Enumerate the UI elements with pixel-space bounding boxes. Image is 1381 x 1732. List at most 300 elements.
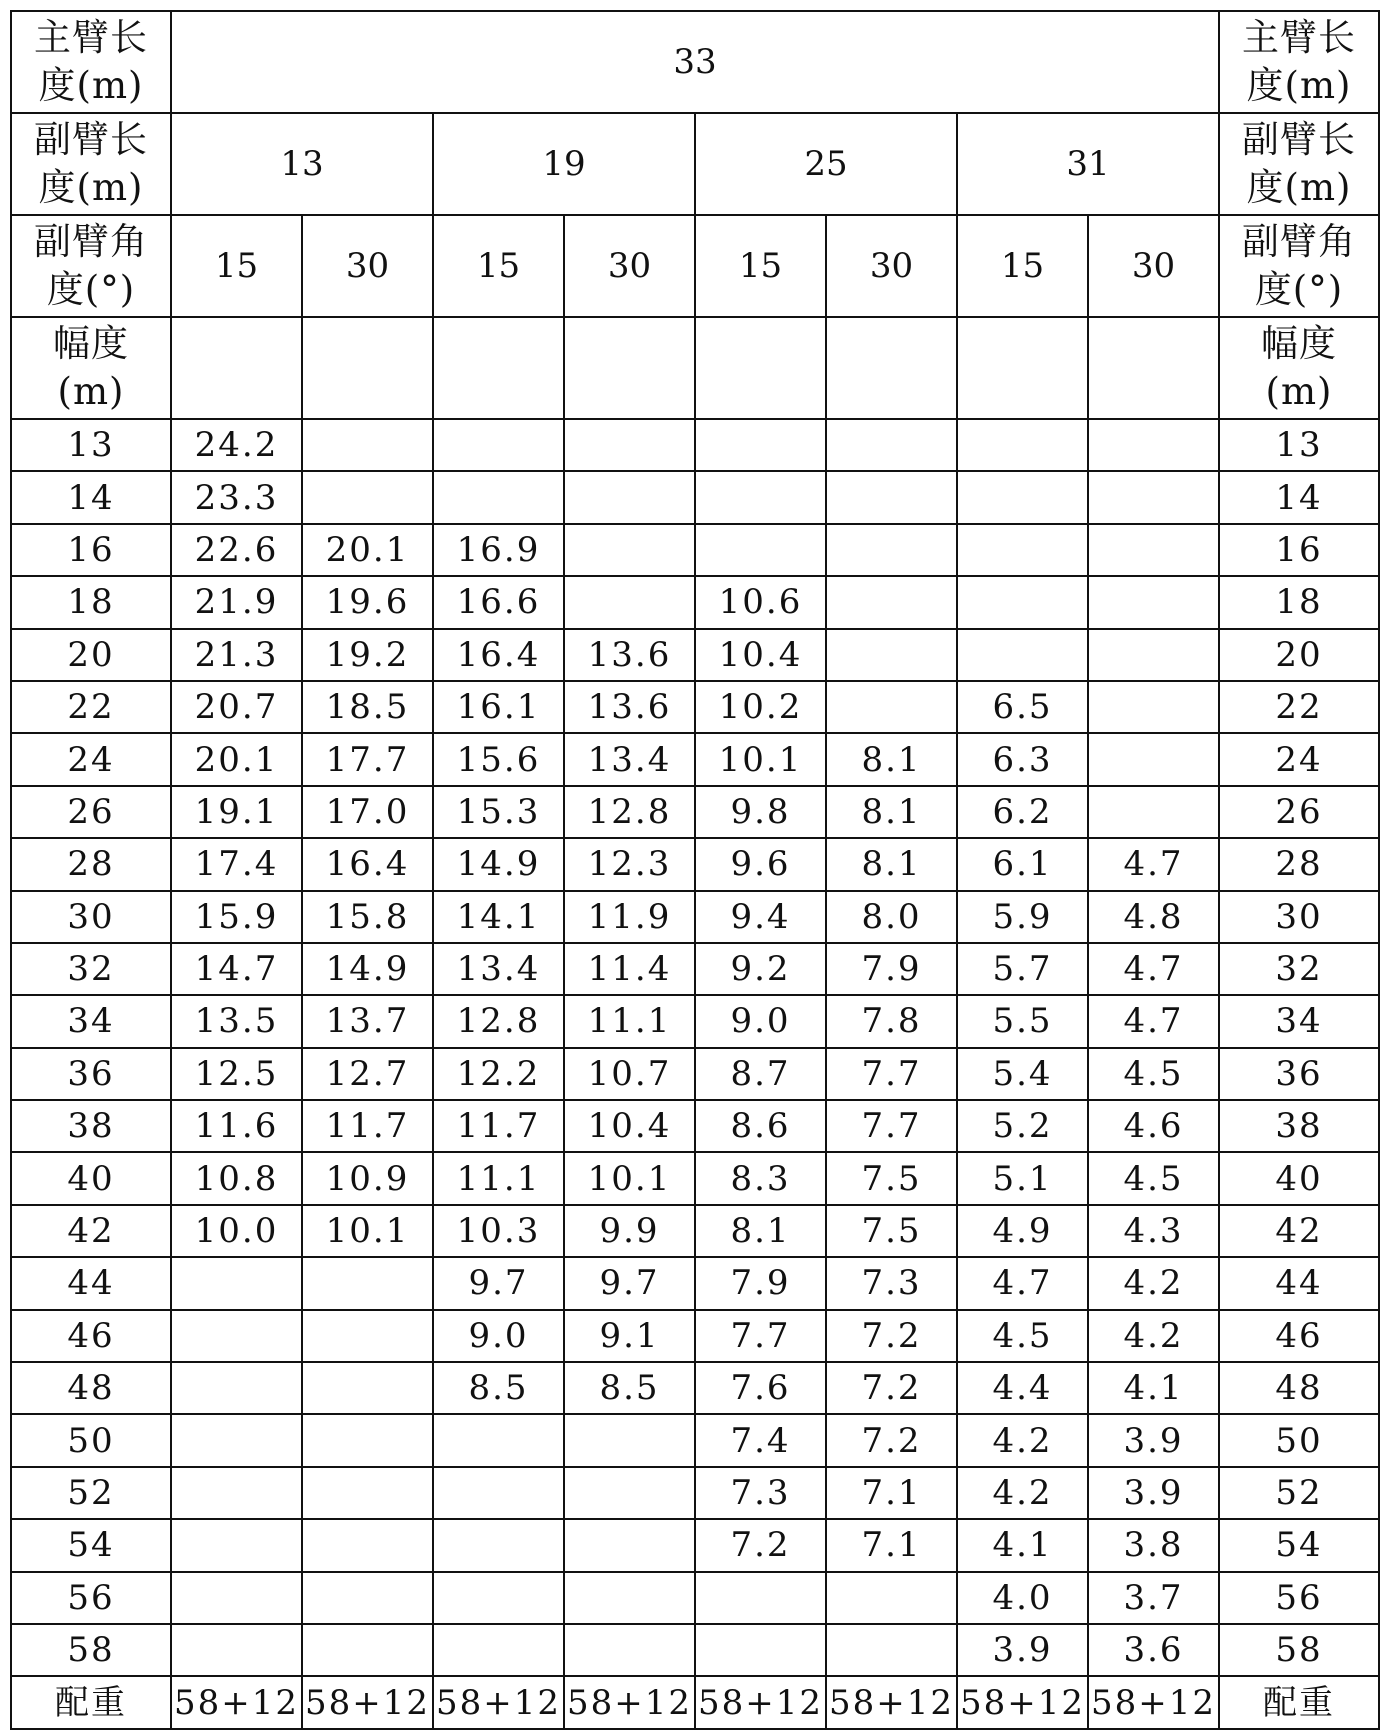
load-cell: 19.2 <box>302 629 433 681</box>
table-row <box>11 1572 1379 1624</box>
load-cell: 9.7 <box>433 1257 564 1309</box>
load-cell: 12.7 <box>302 1048 433 1100</box>
load-cell: 4.7 <box>1088 943 1219 995</box>
table-row <box>11 995 1379 1047</box>
load-cell: 11.1 <box>564 995 695 1047</box>
load-cell <box>564 419 695 471</box>
load-cell: 10.2 <box>695 681 826 733</box>
load-cell: 20.7 <box>171 681 302 733</box>
load-cell: 6.1 <box>957 838 1088 890</box>
load-cell: 3.6 <box>1088 1624 1219 1676</box>
load-cell: 4.8 <box>1088 891 1219 943</box>
load-cell: 10.4 <box>564 1100 695 1152</box>
load-cell: 7.7 <box>826 1048 957 1100</box>
load-cell <box>957 629 1088 681</box>
load-cell: 11.1 <box>433 1152 564 1204</box>
radius-cell: 28 <box>11 838 171 890</box>
radius-cell-right: 34 <box>1219 995 1379 1047</box>
jib-angle-label: 副臂角 度(°) <box>11 215 171 317</box>
radius-cell: 36 <box>11 1048 171 1100</box>
load-cell: 13.4 <box>433 943 564 995</box>
radius-cell: 22 <box>11 681 171 733</box>
load-cell <box>957 576 1088 628</box>
empty-cell <box>171 317 302 419</box>
load-cell <box>302 419 433 471</box>
load-cell: 13.6 <box>564 681 695 733</box>
load-cell: 5.4 <box>957 1048 1088 1100</box>
load-cell: 10.4 <box>695 629 826 681</box>
load-cell <box>826 576 957 628</box>
load-cell <box>826 471 957 523</box>
load-cell: 15.6 <box>433 733 564 785</box>
load-cell <box>564 1467 695 1519</box>
radius-cell: 58 <box>11 1624 171 1676</box>
load-cell: 13.7 <box>302 995 433 1047</box>
load-cell <box>957 524 1088 576</box>
load-cell <box>302 1362 433 1414</box>
load-cell: 11.7 <box>302 1100 433 1152</box>
radius-cell-right: 26 <box>1219 786 1379 838</box>
load-cell: 7.4 <box>695 1414 826 1466</box>
load-cell <box>695 524 826 576</box>
table-row <box>11 891 1379 943</box>
load-cell <box>826 524 957 576</box>
load-cell: 9.7 <box>564 1257 695 1309</box>
load-cell: 10.1 <box>302 1205 433 1257</box>
load-cell: 11.6 <box>171 1100 302 1152</box>
load-cell: 7.5 <box>826 1205 957 1257</box>
load-cell: 5.2 <box>957 1100 1088 1152</box>
load-cell: 4.1 <box>1088 1362 1219 1414</box>
radius-cell-right: 52 <box>1219 1467 1379 1519</box>
load-cell <box>826 629 957 681</box>
radius-cell: 38 <box>11 1100 171 1152</box>
table-row <box>11 1048 1379 1100</box>
load-cell: 7.2 <box>826 1414 957 1466</box>
table-row <box>11 1257 1379 1309</box>
load-cell: 8.0 <box>826 891 957 943</box>
load-cell <box>171 1362 302 1414</box>
counterweight-cell: 58+12 <box>957 1676 1088 1728</box>
load-cell: 10.7 <box>564 1048 695 1100</box>
load-cell: 14.7 <box>171 943 302 995</box>
counterweight-cell: 58+12 <box>433 1676 564 1728</box>
load-cell <box>826 681 957 733</box>
radius-cell: 34 <box>11 995 171 1047</box>
radius-cell-right: 54 <box>1219 1519 1379 1571</box>
radius-cell: 40 <box>11 1152 171 1204</box>
load-cell <box>1088 576 1219 628</box>
load-cell <box>302 1310 433 1362</box>
counterweight-cell: 58+12 <box>826 1676 957 1728</box>
load-cell: 4.0 <box>957 1572 1088 1624</box>
jib-angle-row <box>11 215 1379 317</box>
load-cell: 13.4 <box>564 733 695 785</box>
load-cell: 5.7 <box>957 943 1088 995</box>
load-cell: 15.9 <box>171 891 302 943</box>
load-cell: 10.6 <box>695 576 826 628</box>
load-cell: 16.9 <box>433 524 564 576</box>
jib-angle-label-right: 副臂角 度(°) <box>1219 215 1379 317</box>
load-cell: 6.5 <box>957 681 1088 733</box>
empty-cell <box>695 317 826 419</box>
load-cell <box>433 471 564 523</box>
load-cell: 3.9 <box>1088 1414 1219 1466</box>
table-row <box>11 1624 1379 1676</box>
table-row <box>11 681 1379 733</box>
load-cell: 4.5 <box>957 1310 1088 1362</box>
load-cell: 8.5 <box>433 1362 564 1414</box>
radius-label: 幅度 (m) <box>11 317 171 419</box>
load-cell: 4.5 <box>1088 1152 1219 1204</box>
load-cell <box>1088 419 1219 471</box>
load-cell <box>1088 629 1219 681</box>
jib-length-label-right: 副臂长 度(m) <box>1219 113 1379 215</box>
load-cell: 12.8 <box>564 786 695 838</box>
load-cell: 3.8 <box>1088 1519 1219 1571</box>
load-cell: 4.4 <box>957 1362 1088 1414</box>
load-cell <box>695 1624 826 1676</box>
load-cell <box>564 524 695 576</box>
table-row <box>11 786 1379 838</box>
load-cell: 7.3 <box>695 1467 826 1519</box>
empty-cell <box>302 317 433 419</box>
load-cell <box>171 1624 302 1676</box>
main-boom-value: 33 <box>171 11 1219 113</box>
radius-cell: 46 <box>11 1310 171 1362</box>
empty-cell <box>957 317 1088 419</box>
load-cell <box>564 1624 695 1676</box>
load-cell: 10.1 <box>695 733 826 785</box>
main-boom-row <box>11 11 1379 113</box>
load-cell: 4.2 <box>957 1414 1088 1466</box>
jib-length-13: 13 <box>171 113 433 215</box>
load-cell: 8.5 <box>564 1362 695 1414</box>
load-cell: 4.7 <box>1088 838 1219 890</box>
load-cell <box>433 419 564 471</box>
counterweight-cell: 58+12 <box>171 1676 302 1728</box>
load-cell <box>564 1414 695 1466</box>
load-cell: 17.4 <box>171 838 302 890</box>
load-cell: 22.6 <box>171 524 302 576</box>
counterweight-cell: 58+12 <box>1088 1676 1219 1728</box>
radius-cell-right: 50 <box>1219 1414 1379 1466</box>
load-cell: 14.9 <box>302 943 433 995</box>
radius-cell-right: 30 <box>1219 891 1379 943</box>
radius-cell: 26 <box>11 786 171 838</box>
load-cell: 24.2 <box>171 419 302 471</box>
load-cell: 13.5 <box>171 995 302 1047</box>
load-cell: 13.6 <box>564 629 695 681</box>
radius-cell: 16 <box>11 524 171 576</box>
jib-angle-cell: 15 <box>171 215 302 317</box>
load-cell <box>564 576 695 628</box>
radius-cell-right: 38 <box>1219 1100 1379 1152</box>
load-cell: 10.0 <box>171 1205 302 1257</box>
load-cell: 7.7 <box>695 1310 826 1362</box>
load-cell: 8.6 <box>695 1100 826 1152</box>
load-cell <box>171 1257 302 1309</box>
main-boom-label-right: 主臂长 度(m) <box>1219 11 1379 113</box>
load-cell <box>433 1467 564 1519</box>
main-boom-label: 主臂长 度(m) <box>11 11 171 113</box>
load-cell <box>1088 681 1219 733</box>
table-row <box>11 629 1379 681</box>
load-cell: 7.2 <box>695 1519 826 1571</box>
radius-cell-right: 18 <box>1219 576 1379 628</box>
load-cell: 11.7 <box>433 1100 564 1152</box>
load-cell: 8.1 <box>826 838 957 890</box>
load-cell: 8.7 <box>695 1048 826 1100</box>
radius-cell: 24 <box>11 733 171 785</box>
jib-angle-cell: 15 <box>433 215 564 317</box>
load-cell <box>564 1519 695 1571</box>
load-cell <box>171 1467 302 1519</box>
counterweight-row <box>11 1676 1379 1728</box>
load-cell: 12.8 <box>433 995 564 1047</box>
jib-length-row <box>11 113 1379 215</box>
load-cell: 12.5 <box>171 1048 302 1100</box>
load-cell: 4.9 <box>957 1205 1088 1257</box>
load-cell: 21.3 <box>171 629 302 681</box>
table-row <box>11 943 1379 995</box>
load-cell: 19.1 <box>171 786 302 838</box>
load-cell <box>171 1310 302 1362</box>
load-cell: 4.2 <box>957 1467 1088 1519</box>
load-cell: 8.1 <box>826 733 957 785</box>
load-cell: 9.8 <box>695 786 826 838</box>
load-cell: 15.8 <box>302 891 433 943</box>
load-cell: 4.6 <box>1088 1100 1219 1152</box>
radius-cell: 48 <box>11 1362 171 1414</box>
radius-cell-right: 56 <box>1219 1572 1379 1624</box>
jib-angle-cell: 30 <box>302 215 433 317</box>
load-cell: 10.1 <box>564 1152 695 1204</box>
load-cell: 20.1 <box>302 524 433 576</box>
radius-cell-right: 16 <box>1219 524 1379 576</box>
load-cell: 9.9 <box>564 1205 695 1257</box>
radius-cell-right: 22 <box>1219 681 1379 733</box>
load-cell: 12.2 <box>433 1048 564 1100</box>
counterweight-label-right: 配重 <box>1219 1676 1379 1728</box>
load-cell <box>433 1572 564 1624</box>
load-cell: 5.1 <box>957 1152 1088 1204</box>
radius-cell-right: 40 <box>1219 1152 1379 1204</box>
empty-cell <box>826 317 957 419</box>
load-cell: 8.3 <box>695 1152 826 1204</box>
load-cell: 7.9 <box>826 943 957 995</box>
radius-cell-right: 24 <box>1219 733 1379 785</box>
radius-cell: 32 <box>11 943 171 995</box>
table-row <box>11 1310 1379 1362</box>
load-cell: 14.1 <box>433 891 564 943</box>
radius-cell: 20 <box>11 629 171 681</box>
load-cell: 7.5 <box>826 1152 957 1204</box>
load-cell: 9.0 <box>695 995 826 1047</box>
load-cell: 3.7 <box>1088 1572 1219 1624</box>
load-cell: 14.9 <box>433 838 564 890</box>
load-cell <box>957 419 1088 471</box>
table-row <box>11 576 1379 628</box>
radius-cell: 56 <box>11 1572 171 1624</box>
radius-cell-right: 32 <box>1219 943 1379 995</box>
load-cell: 5.9 <box>957 891 1088 943</box>
load-cell: 10.3 <box>433 1205 564 1257</box>
load-cell: 9.2 <box>695 943 826 995</box>
load-cell <box>826 1572 957 1624</box>
load-cell <box>302 471 433 523</box>
jib-angle-cell: 30 <box>826 215 957 317</box>
load-cell: 4.2 <box>1088 1310 1219 1362</box>
load-cell <box>302 1467 433 1519</box>
radius-cell: 42 <box>11 1205 171 1257</box>
load-cell: 7.2 <box>826 1362 957 1414</box>
jib-length-label: 副臂长 度(m) <box>11 113 171 215</box>
load-cell: 6.2 <box>957 786 1088 838</box>
load-cell: 7.6 <box>695 1362 826 1414</box>
jib-length-25: 25 <box>695 113 957 215</box>
radius-cell-right: 58 <box>1219 1624 1379 1676</box>
radius-cell: 52 <box>11 1467 171 1519</box>
table-row <box>11 733 1379 785</box>
load-cell <box>826 419 957 471</box>
load-cell <box>1088 733 1219 785</box>
table-row <box>11 838 1379 890</box>
load-cell: 4.7 <box>1088 995 1219 1047</box>
radius-cell-right: 44 <box>1219 1257 1379 1309</box>
load-cell <box>1088 524 1219 576</box>
load-cell <box>433 1519 564 1571</box>
load-cell <box>695 1572 826 1624</box>
empty-cell <box>433 317 564 419</box>
load-cell: 12.3 <box>564 838 695 890</box>
load-cell <box>302 1257 433 1309</box>
load-cell: 4.3 <box>1088 1205 1219 1257</box>
table-row <box>11 1152 1379 1204</box>
load-cell <box>695 419 826 471</box>
load-cell: 4.2 <box>1088 1257 1219 1309</box>
load-cell <box>302 1519 433 1571</box>
load-cell: 5.5 <box>957 995 1088 1047</box>
table-row <box>11 1205 1379 1257</box>
load-cell: 10.9 <box>302 1152 433 1204</box>
load-cell: 18.5 <box>302 681 433 733</box>
load-cell: 10.8 <box>171 1152 302 1204</box>
load-cell: 17.7 <box>302 733 433 785</box>
load-cell: 9.1 <box>564 1310 695 1362</box>
radius-cell-right: 42 <box>1219 1205 1379 1257</box>
table-row <box>11 1467 1379 1519</box>
table-row <box>11 1362 1379 1414</box>
load-cell: 17.0 <box>302 786 433 838</box>
load-cell: 19.6 <box>302 576 433 628</box>
load-cell <box>302 1624 433 1676</box>
radius-label-right: 幅度 (m) <box>1219 317 1379 419</box>
radius-label-row <box>11 317 1379 419</box>
load-cell <box>564 471 695 523</box>
table-row <box>11 1414 1379 1466</box>
load-cell: 6.3 <box>957 733 1088 785</box>
radius-cell: 54 <box>11 1519 171 1571</box>
radius-cell: 13 <box>11 419 171 471</box>
load-cell: 8.1 <box>826 786 957 838</box>
counterweight-label: 配重 <box>11 1676 171 1728</box>
jib-angle-cell: 15 <box>957 215 1088 317</box>
table-row <box>11 419 1379 471</box>
load-cell: 8.1 <box>695 1205 826 1257</box>
table-row <box>11 471 1379 523</box>
radius-cell: 30 <box>11 891 171 943</box>
load-cell: 11.9 <box>564 891 695 943</box>
load-cell: 16.6 <box>433 576 564 628</box>
jib-angle-cell: 30 <box>1088 215 1219 317</box>
load-cell <box>1088 786 1219 838</box>
radius-cell: 50 <box>11 1414 171 1466</box>
load-cell: 9.6 <box>695 838 826 890</box>
load-cell <box>564 1572 695 1624</box>
jib-length-31: 31 <box>957 113 1219 215</box>
radius-cell-right: 20 <box>1219 629 1379 681</box>
load-cell <box>433 1624 564 1676</box>
load-cell: 7.1 <box>826 1519 957 1571</box>
empty-cell <box>1088 317 1219 419</box>
load-cell <box>171 1414 302 1466</box>
table-row <box>11 1100 1379 1152</box>
load-cell: 16.4 <box>433 629 564 681</box>
load-cell: 21.9 <box>171 576 302 628</box>
radius-cell-right: 28 <box>1219 838 1379 890</box>
load-cell <box>433 1414 564 1466</box>
radius-cell-right: 36 <box>1219 1048 1379 1100</box>
counterweight-cell: 58+12 <box>302 1676 433 1728</box>
crane-load-table <box>10 10 1380 1730</box>
load-cell: 9.4 <box>695 891 826 943</box>
load-cell <box>826 1624 957 1676</box>
jib-length-19: 19 <box>433 113 695 215</box>
load-cell: 3.9 <box>957 1624 1088 1676</box>
load-cell: 7.3 <box>826 1257 957 1309</box>
radius-cell-right: 48 <box>1219 1362 1379 1414</box>
table-row <box>11 1519 1379 1571</box>
load-cell: 7.1 <box>826 1467 957 1519</box>
load-cell: 23.3 <box>171 471 302 523</box>
radius-cell: 18 <box>11 576 171 628</box>
jib-angle-cell: 30 <box>564 215 695 317</box>
radius-cell: 14 <box>11 471 171 523</box>
load-cell <box>302 1414 433 1466</box>
radius-cell-right: 14 <box>1219 471 1379 523</box>
load-cell: 7.7 <box>826 1100 957 1152</box>
empty-cell <box>564 317 695 419</box>
radius-cell: 44 <box>11 1257 171 1309</box>
counterweight-cell: 58+12 <box>695 1676 826 1728</box>
load-cell <box>957 471 1088 523</box>
jib-angle-cell: 15 <box>695 215 826 317</box>
load-cell: 7.9 <box>695 1257 826 1309</box>
load-cell: 4.7 <box>957 1257 1088 1309</box>
radius-cell-right: 46 <box>1219 1310 1379 1362</box>
load-cell <box>302 1572 433 1624</box>
load-cell <box>695 471 826 523</box>
load-cell: 11.4 <box>564 943 695 995</box>
load-cell <box>1088 471 1219 523</box>
load-cell: 20.1 <box>171 733 302 785</box>
load-cell: 4.1 <box>957 1519 1088 1571</box>
counterweight-cell: 58+12 <box>564 1676 695 1728</box>
load-cell: 16.1 <box>433 681 564 733</box>
load-cell <box>171 1519 302 1571</box>
load-cell: 7.8 <box>826 995 957 1047</box>
